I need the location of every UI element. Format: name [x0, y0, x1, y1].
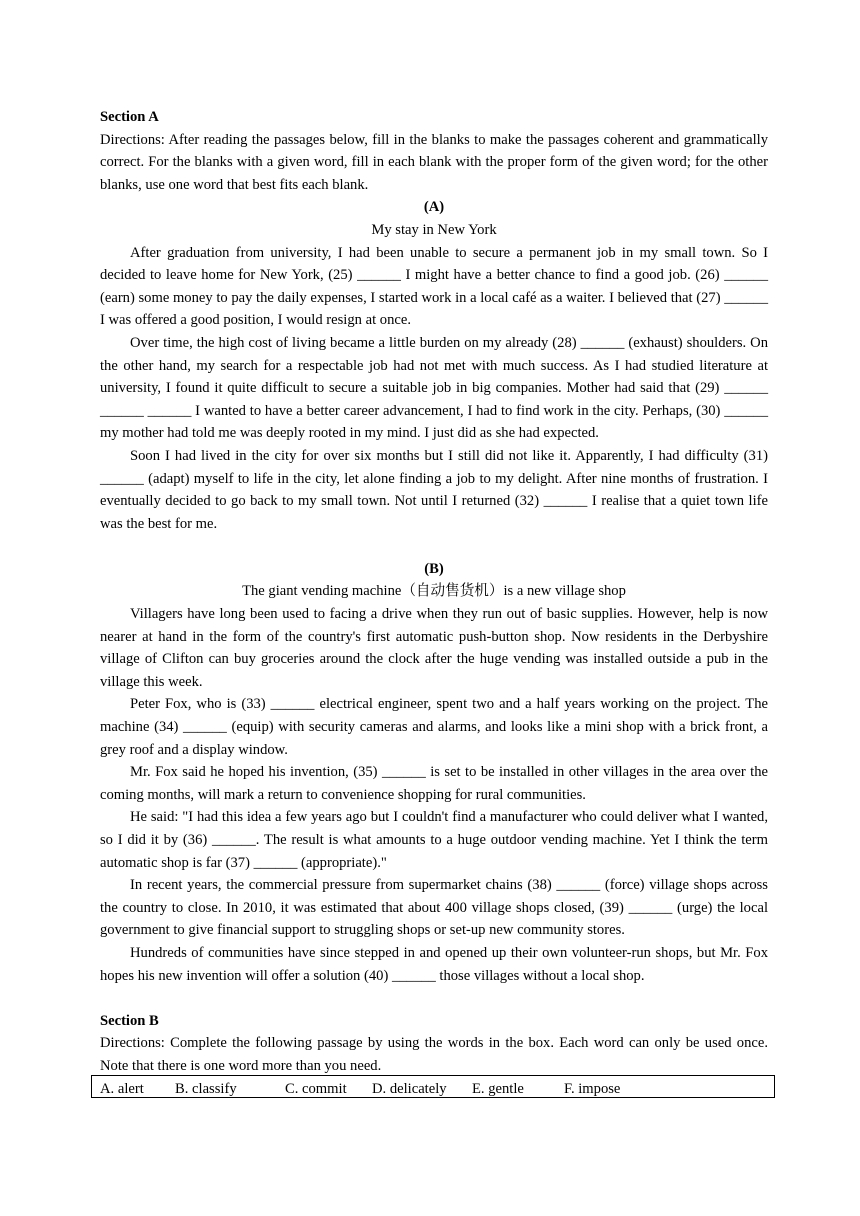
section-b-heading: Section B — [100, 1012, 159, 1029]
word-option: A. alert — [100, 1081, 144, 1097]
section-a-directions: Directions: After reading the passages below, fill in the blanks to make the passages coherent and grammatically correct. For the blanks with a given word, fill in each blank with the proper form of the given word; for the other blanks, use one word that best fits each blank. — [100, 131, 768, 193]
passage-a-paragraph: After graduation from university, I had been unable to secure a permanent job in my small town. So I decided to leave home for New York, (25) ______ I might have a better chance to find a good job. (26) ______ (earn) some money to pay the daily expenses, I started work in a local café as a waiter. I believed that (27) ______ I was offered a good position, I would resign at once. — [100, 244, 768, 329]
section-b-directions: Directions: Complete the following passage by using the words in the box. Each word can only be used once. Note that there is one word more than you need. — [100, 1035, 768, 1074]
passage-b-paragraph: Peter Fox, who is (33) ______ electrical engineer, spent two and a half years working on the project. The machine (34) ______ (equip) with security cameras and alarms, and looks like a mini shop with a brick front, a grey roof and a display window. — [100, 696, 768, 758]
passage-a-paragraph: Soon I had lived in the city for over six months but I still did not like it. Apparently, I had difficulty (31) ______ (adapt) myself to life in the city, let alone finding a job to my delight. After nine months of frustration. I eventually decided to go back to my small town. Not until I returned (32) ______ I realise that a quiet town life was the best for me. — [100, 447, 768, 532]
word-option: E. gentle — [472, 1081, 524, 1097]
page-content — [100, 106, 768, 1078]
passage-b-paragraph: Hundreds of communities have since stepped in and opened up their own volunteer-run shops, but Mr. Fox hopes his new invention will offer a solution (40) ______ those villages without a local shop. — [100, 944, 768, 984]
passage-b-paragraph: In recent years, the commercial pressure from supermarket chains (38) ______ (force) village shops across the country to close. In 2010, it was estimated that about 400 village shops closed, (39) ______ (urge) the local government to give financial support to struggling shops or set-up new community stores. — [100, 877, 768, 939]
passage-b-paragraph: Mr. Fox said he hoped his invention, (35) ______ is set to be installed in other villages in the area over the coming months, will mark a return to convenience shopping for rural communities. — [100, 764, 768, 803]
word-option: F. impose — [564, 1081, 621, 1097]
passage-b-paragraph: He said: "I had this idea a few years ago but I couldn't find a manufacturer who could deliver what I wanted, so I did it by (36) ______. The result is what amounts to a huge outdoor vending machine. Yet I think the term automatic shop is far (37) ______ (appropriate)." — [100, 809, 768, 871]
word-box — [91, 1075, 775, 1098]
word-option: D. delicately — [372, 1081, 447, 1097]
passage-a-label: (A) — [423, 199, 445, 216]
passage-a-paragraph: Over time, the high cost of living became a little burden on my already (28) ______ (exhaust) shoulders. On the other hand, my search for a respectable job had not met with much success. As I had studied literature at university, I found it quite difficult to secure a suitable job in big companies. Mother had said that (29) ______ ______ ______ I wanted to have a better career advancement, I had to find work in the city. Perhaps, (30) ______ my mother had told me was deeply rooted in my mind. I just did as she had expected. — [100, 334, 768, 442]
word-option: C. commit — [285, 1081, 347, 1097]
passage-a-title: My stay in New York — [371, 221, 497, 238]
passage-b-paragraph: Villagers have long been used to facing a drive when they run out of basic supplies. However, help is now nearer at hand in the form of the country's first automatic push-button shop. Now residents in the Derbyshire village of Clifton can buy groceries around the clock after the huge vending was installed outside a pub in the village this week. — [100, 606, 768, 690]
passage-b-title: The giant vending machine（自动售货机）is a new village shop — [242, 583, 626, 600]
word-option: B. classify — [175, 1081, 237, 1097]
section-a-heading: Section A — [100, 109, 159, 125]
passage-b-label: (B) — [424, 560, 444, 577]
